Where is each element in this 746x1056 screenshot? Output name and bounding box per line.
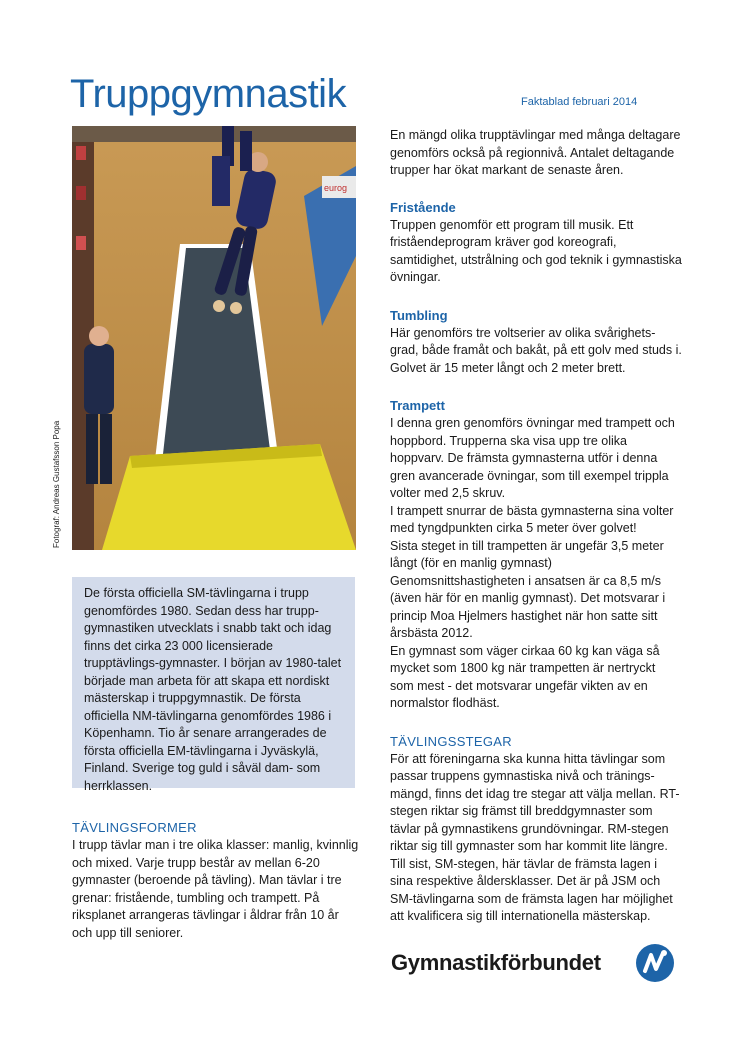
trampett-paragraph-3: Sista steget in till trampetten är ungefär 3,5 meter långt (för en manlig gymnast) Genomsnittshastigheten i ansatsen är ca 8,5 m/s (även här för en manlig gymnast). Det motsvarar i princip Moa Hjelmers hastighet när hon satte sitt årsbästa 2012. xyxy=(390,538,666,640)
fact-box-text: De första officiella SM-tävlingarna i trupp genomfördes 1980. Sedan dess har trupp-gymnastiken utvecklats i snabb takt och idag finns det cirka 23 000 licensierade trupptävlings-gymnaster. I början av 1980-talet började man arbeta för att skapa ett nordiskt mästerskap i truppgymnastik. De första officiella NM-tävlingarna genomfördes 1986 i Köpenhamn. Tio år senare arrangerades de första officiella EM-tävlingarna i Jyväskylä, Finland. Sverige tog guld i såväl dam- som herrklassen. xyxy=(84,586,342,793)
section-heading-trampett: Trampett xyxy=(390,398,445,413)
section-body-tavlingsformer: I trupp tävlar man i tre olika klasser: manlig, kvinnlig och mixed. Varje trupp består av mellan 6-20 gymnaster (beroende på tävling). Man tävlar i tre grenar: fristående, tumbling och trampett. På riksplanet arrangeras tävlingar i åldrar från 10 år och upp till seniorer. xyxy=(72,838,359,940)
banner-text: eurog xyxy=(324,183,348,193)
left-column xyxy=(72,819,362,942)
gymnastics-photo xyxy=(72,126,356,550)
trampett-paragraph-1: I denna gren genomförs övningar med trampett och hoppbord. Trupperna ska visa upp tre olika hoppvarv. De främsta gymnasterna utför i denna gren avancerade övningar, som till exempel trippla volter med 2,5 skruv. xyxy=(390,416,675,500)
gymnastikforbundet-logo-icon xyxy=(635,943,675,983)
section-heading-tavlingsstegar: TÄVLINGSSTEGAR xyxy=(390,733,512,749)
section-body-tavlingsstegar: För att föreningarna ska kunna hitta tävlingar som passar truppens gymnastiska nivå och tränings-mängd, finns det idag tre stegar att välja mellan. RT-stegen riktar sig främst till breddgymnaster som tävlar på gymnastikens grundövningar. RM-stegen riktar sig till gymnaster som har kommit lite längre. Till sist, SM-stegen, här tävlar de främsta lagen i sina respektive åldersklasser. Det är på JSM och SM-tävlingarna som de främsta lagen har möjlighet att kvalificera sig till internationella mästerskap. xyxy=(390,751,680,923)
section-heading-tavlingsformer: TÄVLINGSFORMER xyxy=(72,820,197,835)
page-title: Truppgymnastik xyxy=(70,72,347,116)
section-body-fristaende: Truppen genomför ett program till musik. Ett friståendeprogram kräver god koreografi, samtidighet, utstrålning och god teknik i gymnastiska övningar. xyxy=(390,217,682,284)
trampett-paragraph-2: I trampett snurrar de bästa gymnasterna sina volter med tyngdpunkten cirka 5 meter över golvet! xyxy=(390,503,674,535)
fact-box xyxy=(72,577,355,793)
document-tagline: Faktablad februari 2014 xyxy=(521,96,638,108)
organization-logo-text: Gymnastikförbundet xyxy=(391,950,601,975)
section-heading-fristaende: Fristående xyxy=(390,199,456,215)
section-heading-tumbling: Tumbling xyxy=(390,307,448,323)
trampett-paragraph-4: En gymnast som väger cirkaa 60 kg kan väga så mycket som 1800 kg när trampetten är nertryckt som mest - det motsvarar ungefär vikten av en normalstor flodhäst. xyxy=(390,643,660,710)
section-body-tumbling: Här genomförs tre voltserier av olika svårighets-grad, både framåt och bakåt, på ett golv med studs i. Golvet är 15 meter långt och 2 meter brett. xyxy=(390,325,682,375)
photo-credit: Fotograf: Andreas Gustafsson Popa xyxy=(52,420,61,548)
right-column xyxy=(390,127,682,926)
intro-paragraph: En mängd olika trupptävlingar med många deltagare genomförs också på regionnivå. Antalet deltagande trupper har ökat markant de senaste åren. xyxy=(390,128,681,177)
